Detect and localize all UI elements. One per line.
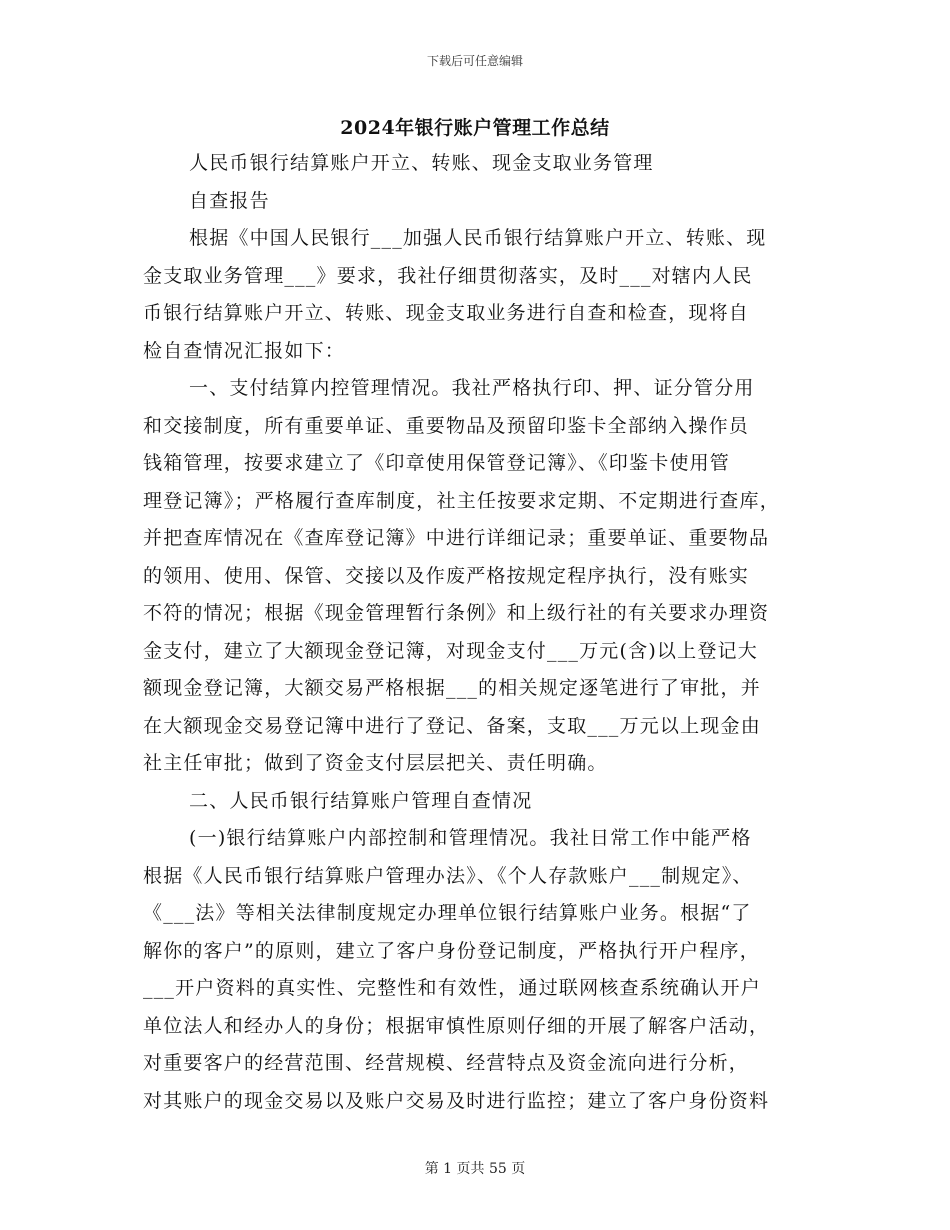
body-line: 钱箱管理，按要求建立了《印章使用保管登记簿》、《印鉴卡使用管	[143, 452, 731, 474]
body-line: 并把查库情况在《查库登记簿》中进行详细记录；重要单证、重要物品	[143, 527, 770, 549]
page-number: 第 1 页共 55 页	[424, 1161, 526, 1177]
body-line: ___开户资料的真实性、完整性和有效性，通过联网核查系统确认开户	[143, 977, 761, 999]
document-body	[143, 145, 808, 1120]
body-line: 《___法》等相关法律制度规定办理单位银行结算账户业务。根据“了	[143, 902, 752, 924]
body-line: 二、人民币银行结算账户管理自查情况	[189, 789, 533, 812]
body-line: 在大额现金交易登记簿中进行了登记、备案，支取___万元以上现金由	[143, 714, 761, 737]
body-line: 额现金登记簿，大额交易严格根据___的相关规定逐笔进行了审批，并	[143, 677, 761, 699]
body-line: 社主任审批；做到了资金支付层层把关、责任明确。	[143, 752, 608, 774]
body-line: 解你的客户”的原则，建立了客户身份登记制度，严格执行开户程序，	[143, 939, 760, 962]
document-title: 2024年银行账户管理工作总结	[340, 117, 610, 139]
body-line: (一)银行结算账户内部控制和管理情况。我社日常工作中能严格	[189, 827, 752, 849]
body-line: 和交接制度，所有重要单证、重要物品及预留印鉴卡全部纳入操作员	[143, 414, 750, 437]
body-line: 人民币银行结算账户开立、转账、现金支取业务管理	[189, 152, 654, 174]
body-line: 对其账户的现金交易以及账户交易及时进行监控；建立了客户身份资料	[143, 1089, 770, 1112]
body-line: 理登记簿》；严格履行查库制度，社主任按要求定期、不定期进行查库，	[143, 489, 780, 512]
body-line: 根据《人民币银行结算账户管理办法》、《个人存款账户___制规定》、	[143, 864, 753, 887]
body-line: 根据《中国人民银行___加强人民币银行结算账户开立、转账、现	[189, 227, 767, 249]
body-line: 金支取业务管理___》要求，我社仔细贯彻落实，及时___对辖内人民	[143, 264, 753, 287]
body-line: 对重要客户的经营范围、经营规模、经营特点及资金流向进行分析，	[143, 1052, 750, 1074]
body-line: 检自查情况汇报如下：	[143, 339, 346, 362]
body-line: 的领用、使用、保管、交接以及作废严格按规定程序执行，没有账实	[143, 564, 750, 587]
page-header-note: 下载后可任意编辑	[426, 54, 523, 68]
body-line: 金支付，建立了大额现金登记簿，对现金支付___万元(含)以上登记大	[143, 639, 758, 662]
body-line: 不符的情况；根据《现金管理暂行条例》和上级行社的有关要求办理资	[143, 602, 770, 624]
body-line: 单位法人和经办人的身份；根据审慎性原则仔细的开展了解客户活动，	[143, 1014, 770, 1037]
body-line: 一、支付结算内控管理情况。我社严格执行印、押、证分管分用	[189, 377, 755, 399]
body-line: 币银行结算账户开立、转账、现金支取业务进行自查和检查，现将自	[143, 302, 750, 324]
body-line: 自查报告	[189, 189, 270, 212]
